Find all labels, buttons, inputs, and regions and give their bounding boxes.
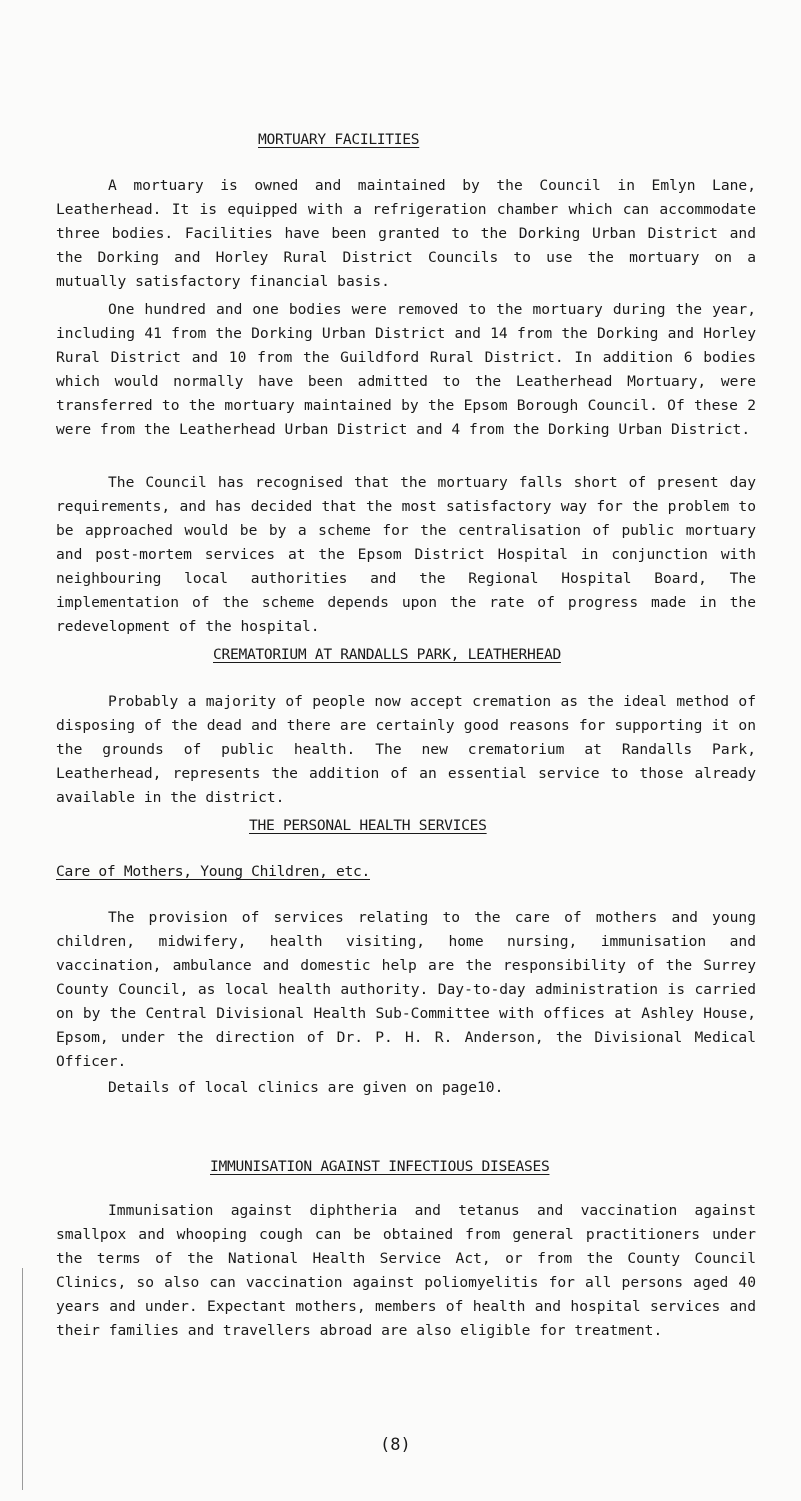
personal-health-paragraph-1: The provision of services relating to the care of mothers and young children, midwifery, health visiting, home nursing, immunisation and vaccination, ambulance and domestic help are the responsibility of the Surrey County Council, as local health authority. Day-to-day administration is carried on by the Central Divisional Health Sub-Committee with offices at Ashley House, Epsom, under the direction of Dr. P. H. R. Anderson, the Divisional Medical Officer. bbox=[56, 909, 756, 1070]
crematorium-heading: CREMATORIUM AT RANDALLS PARK, LEATHERHEAD bbox=[213, 646, 561, 663]
mortuary-paragraph-1: A mortuary is owned and maintained by the Council in Emlyn Lane, Leatherhead. It is equipped with a refrigeration chamber which can accommodate three bodies. Facilities have been granted to the Dorking Urban District and the Dorking and Horley Rural District Councils to use the mortuary on a mutually satisfactory financial basis. bbox=[56, 177, 756, 290]
personal-health-paragraph-2: Details of local clinics are given on page10. bbox=[108, 1079, 504, 1096]
mortuary-paragraph-2: One hundred and one bodies were removed to the mortuary during the year, including 41 from the Dorking Urban District and 14 from the Dorking and Horley Rural District and 10 from the Guildford Rural District. In addition 6 bodies which would normally have been admitted to the Leatherhead Mortuary, were transferred to the mortuary maintained by the Epsom Borough Council. Of these 2 were from the Leatherhead Urban District and 4 from the Dorking Urban District. bbox=[56, 301, 756, 438]
mortuary-paragraph-3: The Council has recognised that the mortuary falls short of present day requirements, and has decided that the most satisfactory way for the problem to be approached would be by a scheme for the centralisation of public mortuary and post-mortem services at the Epsom District Hospital in conjunction with neighbouring local authorities and the Regional Hospital Board, The implementation of the scheme depends upon the rate of progress made in the redevelopment of the hospital. bbox=[56, 474, 756, 635]
personal-health-heading: THE PERSONAL HEALTH SERVICES bbox=[249, 817, 487, 834]
page-number: (8) bbox=[380, 1435, 411, 1455]
mortuary-heading: MORTUARY FACILITIES bbox=[258, 131, 420, 148]
personal-health-subheading: Care of Mothers, Young Children, etc. bbox=[56, 863, 370, 880]
scan-margin-line bbox=[22, 1268, 23, 1490]
immunisation-heading: IMMUNISATION AGAINST INFECTIOUS DISEASES bbox=[210, 1158, 550, 1175]
immunisation-paragraph: Immunisation against diphtheria and tetanus and vaccination against smallpox and whooping cough can be obtained from general practitioners under the terms of the National Health Service Act, or from the County Council Clinics, so also can vaccination against poliomyelitis for all persons aged 40 years and under. Expectant mothers, members of health and hospital services and their families and travellers abroad are also eligible for treatment. bbox=[56, 1202, 756, 1339]
crematorium-paragraph: Probably a majority of people now accept cremation as the ideal method of disposing of the dead and there are certainly good reasons for supporting it on the grounds of public health. The new crematorium at Randalls Park, Leatherhead, represents the addition of an essential service to those already available in the district. bbox=[56, 693, 756, 806]
